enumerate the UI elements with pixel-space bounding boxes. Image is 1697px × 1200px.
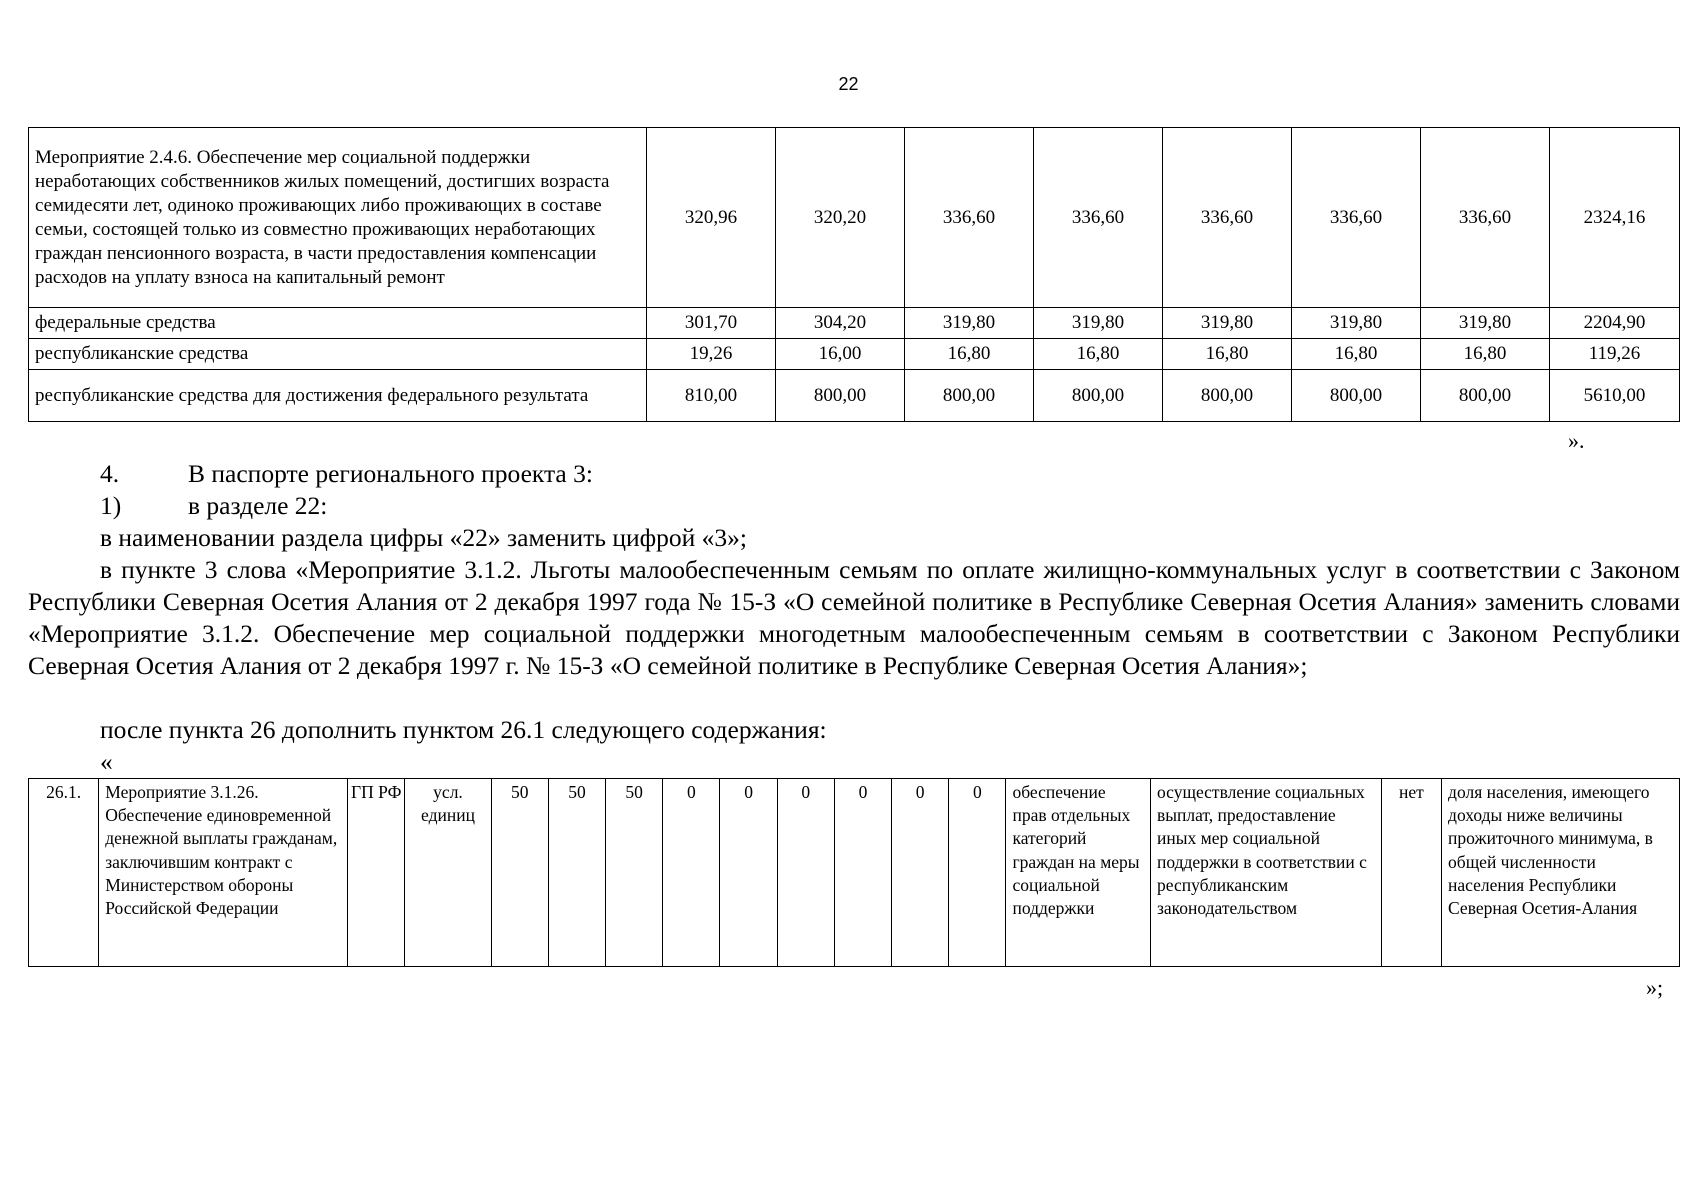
value-cell: 336,60 <box>1421 128 1550 308</box>
paragraph-add-item: после пункта 26 дополнить пунктом 26.1 следующего содержания: <box>100 715 827 744</box>
flag-cell: нет <box>1381 779 1441 967</box>
value-cell: 301,70 <box>647 308 776 339</box>
table-row <box>29 128 1680 308</box>
value-cell: 336,60 <box>1034 128 1163 308</box>
value-cell: 319,80 <box>1163 308 1292 339</box>
value-cell: 320,96 <box>647 128 776 308</box>
paragraph-replace-item3: в пункте 3 слова «Мероприятие 3.1.2. Льготы малообеспеченным семьям по оплате жилищно-коммунальных услуг в соответствии с Законом Республики Северная Осетия Алания от 2 декабря 1997 года № 15-З «О семейной политике в Республике Северная Осетия Алания» заменить словами «Мероприятие 3.1.2. Обеспечение мер социальной поддержки многодетным малообеспеченным семьям в соответствии с Законом Республики Северная Осетия Алания от 2 декабря 1997 г. № 15-З «О семейной политике в Республике Северная Осетия Алания»; <box>28 555 1680 680</box>
value-cell: 800,00 <box>905 370 1034 422</box>
value-cell: 319,80 <box>1034 308 1163 339</box>
value-cell: 16,80 <box>1421 339 1550 370</box>
value-cell: 19,26 <box>647 339 776 370</box>
value-cell: 336,60 <box>1292 128 1421 308</box>
value-cell: 0 <box>834 779 891 967</box>
value-cell: 0 <box>663 779 720 967</box>
paragraph-rename-section: в наименовании раздела цифры «22» заменить цифрой «3»; <box>100 523 748 552</box>
row-number: 26.1. <box>29 779 99 967</box>
table-row <box>29 370 1680 422</box>
value-cell: 320,20 <box>776 128 905 308</box>
value-cell: 800,00 <box>1421 370 1550 422</box>
value-cell: 800,00 <box>776 370 905 422</box>
page-number: 22 <box>838 74 859 94</box>
measure-name: Мероприятие 3.1.26. Обеспечение единовременной денежной выплаты гражданам, заключившим контракт с Министерством обороны Российской Федерации <box>99 779 348 967</box>
value-cell: 336,60 <box>905 128 1034 308</box>
value-cell: 16,80 <box>905 339 1034 370</box>
row-label: федеральные средства <box>29 308 647 339</box>
value-cell: 319,80 <box>1421 308 1550 339</box>
indicator-cell: доля населения, имеющего доходы ниже величины прожиточного минимума, в общей численности населения Республики Северная Осетия-Алания <box>1442 779 1680 967</box>
funding-table <box>28 127 1680 422</box>
value-cell: 810,00 <box>647 370 776 422</box>
item1-text: в разделе 22: <box>188 491 328 520</box>
value-cell: 50 <box>491 779 548 967</box>
value-cell: 319,80 <box>905 308 1034 339</box>
value-cell: 16,00 <box>776 339 905 370</box>
item4-number: 4. <box>100 459 120 488</box>
item1-number: 1) <box>100 491 122 520</box>
value-cell: 2324,16 <box>1550 128 1680 308</box>
table2-opening-quote: « <box>100 747 113 776</box>
value-cell: 16,80 <box>1292 339 1421 370</box>
value-cell: 2204,90 <box>1550 308 1680 339</box>
value-cell: 0 <box>777 779 834 967</box>
value-cell: 800,00 <box>1034 370 1163 422</box>
value-cell: 5610,00 <box>1550 370 1680 422</box>
value-cell: 319,80 <box>1292 308 1421 339</box>
table-row <box>29 779 1680 967</box>
table1-closing-quote: ». <box>1568 428 1585 453</box>
row-label: Мероприятие 2.4.6. Обеспечение мер социальной поддержки неработающих собственников жилых помещений, достигших возраста семидесяти лет, одиноко проживающих либо проживающих в составе семьи, состоящей только из совместно проживающих неработающих граждан пенсионного возраста, в части предоставления компенсации расходов на уплату взноса на капитальный ремонт <box>29 128 647 308</box>
value-cell: 0 <box>949 779 1006 967</box>
unit-cell: усл. единиц <box>405 779 491 967</box>
value-cell: 16,80 <box>1034 339 1163 370</box>
measure-table <box>28 778 1680 967</box>
table-row <box>29 308 1680 339</box>
value-cell: 50 <box>606 779 663 967</box>
value-cell: 0 <box>720 779 777 967</box>
row-label: республиканские средства для достижения федерального результата <box>29 370 647 422</box>
value-cell: 304,20 <box>776 308 905 339</box>
row-label: республиканские средства <box>29 339 647 370</box>
value-cell: 0 <box>892 779 949 967</box>
value-cell: 800,00 <box>1292 370 1421 422</box>
item4-text: В паспорте регионального проекта 3: <box>188 459 593 488</box>
value-cell: 800,00 <box>1163 370 1292 422</box>
value-cell: 16,80 <box>1163 339 1292 370</box>
program-cell: ГП РФ <box>348 779 405 967</box>
value-cell: 50 <box>548 779 605 967</box>
table2-closing-quote: »; <box>1646 975 1664 1000</box>
goal-cell: обеспечение прав отдельных категорий граждан на меры социальной поддержки <box>1006 779 1151 967</box>
value-cell: 119,26 <box>1550 339 1680 370</box>
table-row <box>29 339 1680 370</box>
value-cell: 336,60 <box>1163 128 1292 308</box>
action-cell: осуществление социальных выплат, предоставление иных мер социальной поддержки в соответствии с республиканским законодательством <box>1151 779 1382 967</box>
